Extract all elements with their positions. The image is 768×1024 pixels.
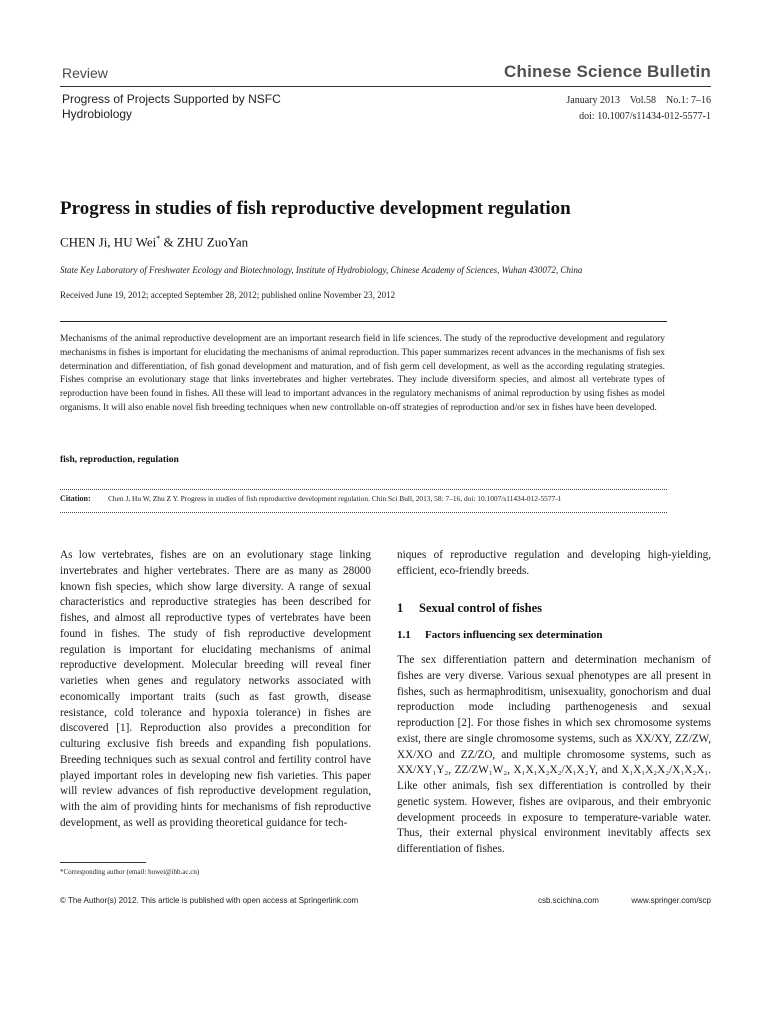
authors-tail: & ZHU ZuoYan <box>160 234 249 250</box>
section-1-heading <box>397 601 542 616</box>
author-list <box>60 234 248 250</box>
abstract-rule <box>60 321 667 322</box>
keywords: fish, reproduction, regulation <box>60 455 179 465</box>
intro-paragraph: As low vertebrates, fishes are on an evolutionary stage linking invertebrates and higher vertebrates. There are as many as 28000 known fish species, which show large diversity. A range of sexual characteristics and reproductive strategies has been described for fishes, and almost all reproductive types of vertebrates have been found in fishes. The study of fish reproductive development regulation is important for elucidating mechanisms of animal reproductive development. Molecular breeding will reveal finer varieties when genes and regulatory networks associated with economically important traits (such as fast growth, disease resistance, cold tolerance and hypoxia tolerance) in fishes are discovered [1]. Reproduction also provides a precondition for culturing exclusive fish breeds and expanding fish populations. Breeding techniques such as sexual control and fertility control have played important roles in developing new fish varieties. This paper will review advances of fish reproductive development regulation, with the aim of providing hints for mechanisms of fish reproductive development, as well as providing theoretical guidance for tech- <box>60 549 371 829</box>
section-1-1-paragraph: The sex differentiation pattern and determination mechanism of fishes are very diverse. Various sexual phenotypes are all present in fishes, such as hermaphroditism, unisexuality, gonochorism and dual reproduction mode including parthenogenesis and sexual reproduction [2]. For those fishes in which sex chromosome systems exist, there are single chromosome systems, such as XX/XY, ZZ/ZW, XX/XO and ZZ/ZO, and multiple chromosome systems, such as XX/XY₁Y₂, ZZ/ZW₁W₂, X₁X₁X₂X₂/X₁X₂Y, and X₁X₁X₂X₂/X₁X₂X₁. Like other animals, fish sex differentiation is controlled by their genetic system. However, fishes are oviparous, and their embryonic development proceeds in exposure to temperature-variable water. Thus, their external physical environment inevitably affects sex differentiation of fishes. <box>397 654 711 855</box>
issue-line: January 2013 Vol.58 No.1: 7–16 <box>566 95 711 106</box>
publication-dates: Received June 19, 2012; accepted September 28, 2012; published online November 23, 2012 <box>60 290 396 300</box>
copyright-notice: © The Author(s) 2012. This article is published with open access at Springerlink.com <box>60 896 359 905</box>
citation-label: Citation: <box>60 494 91 503</box>
journal-site-link[interactable]: csb.scichina.com <box>538 896 599 905</box>
header-rule <box>60 86 711 87</box>
publisher-site-link[interactable]: www.springer.com/scp <box>631 896 711 905</box>
corresponding-author-footnote: *Corresponding author (email: huwei@ihb.ac.cn) <box>60 868 200 876</box>
series-line-2: Hydrobiology <box>62 107 133 121</box>
corresponding-mark: * <box>156 234 161 243</box>
article-title: Progress in studies of fish reproductive development regulation <box>60 198 571 219</box>
section-1-1-number: 1.1 <box>397 629 411 641</box>
footnote-rule <box>60 862 146 863</box>
doi-line: doi: 10.1007/s11434-012-5577-1 <box>579 111 711 122</box>
section-1-title: Sexual control of fishes <box>419 601 543 615</box>
affiliation: State Key Laboratory of Freshwater Ecology and Biotechnology, Institute of Hydrobiology, Chinese Academy of Sciences, Wuhan 430072, China <box>60 265 583 275</box>
section-1-number: 1 <box>397 601 404 615</box>
section-1-1-heading <box>397 629 603 641</box>
issue-info <box>566 93 711 125</box>
journal-name: Chinese Science Bulletin <box>504 62 711 81</box>
authors-main: CHEN Ji, HU Wei <box>60 234 157 250</box>
abstract: Mechanisms of the animal reproductive development are an important research field in life sciences. The study of the reproductive development and regulatory mechanisms in fishes is important for elucidating the mechanisms of animal reproduction. This paper summarizes recent advances in the mechanisms of fish sex determination and differentiation, of fish gonad development and maturation, and of fish germ cell development, as well as the according regulating strategies. Fishes comprise an evolutionary stage that links invertebrates and higher vertebrates. They include diversiform species, and almost all vertebrate types of reproduction have been found in fishes. All these will lead to important advances in the regulatory mechanisms of animal reproduction by using fishes as model organisms. It will also enable novel fish breeding techniques when new controllable on-off strategies of reproduction and/or sex in fishes have been developed. <box>60 334 665 413</box>
citation-rule-bottom <box>60 512 667 513</box>
citation-rule-top <box>60 489 667 490</box>
series-line-1: Progress of Projects Supported by NSFC <box>62 92 281 106</box>
citation-text: Chen J, Hu W, Zhu Z Y. Progress in studies of fish reproductive development regulation. Chin Sci Bull, 2013, 58: 7–16, doi: 10.1007/s11434-012-5577-1 <box>108 494 562 503</box>
intro-continuation: niques of reproductive regulation and developing high-yielding, efficient, eco-friendly breeds. <box>397 549 711 577</box>
section-label: Review <box>62 65 108 81</box>
section-1-1-title: Factors influencing sex determination <box>425 629 603 641</box>
series-info <box>62 92 281 122</box>
